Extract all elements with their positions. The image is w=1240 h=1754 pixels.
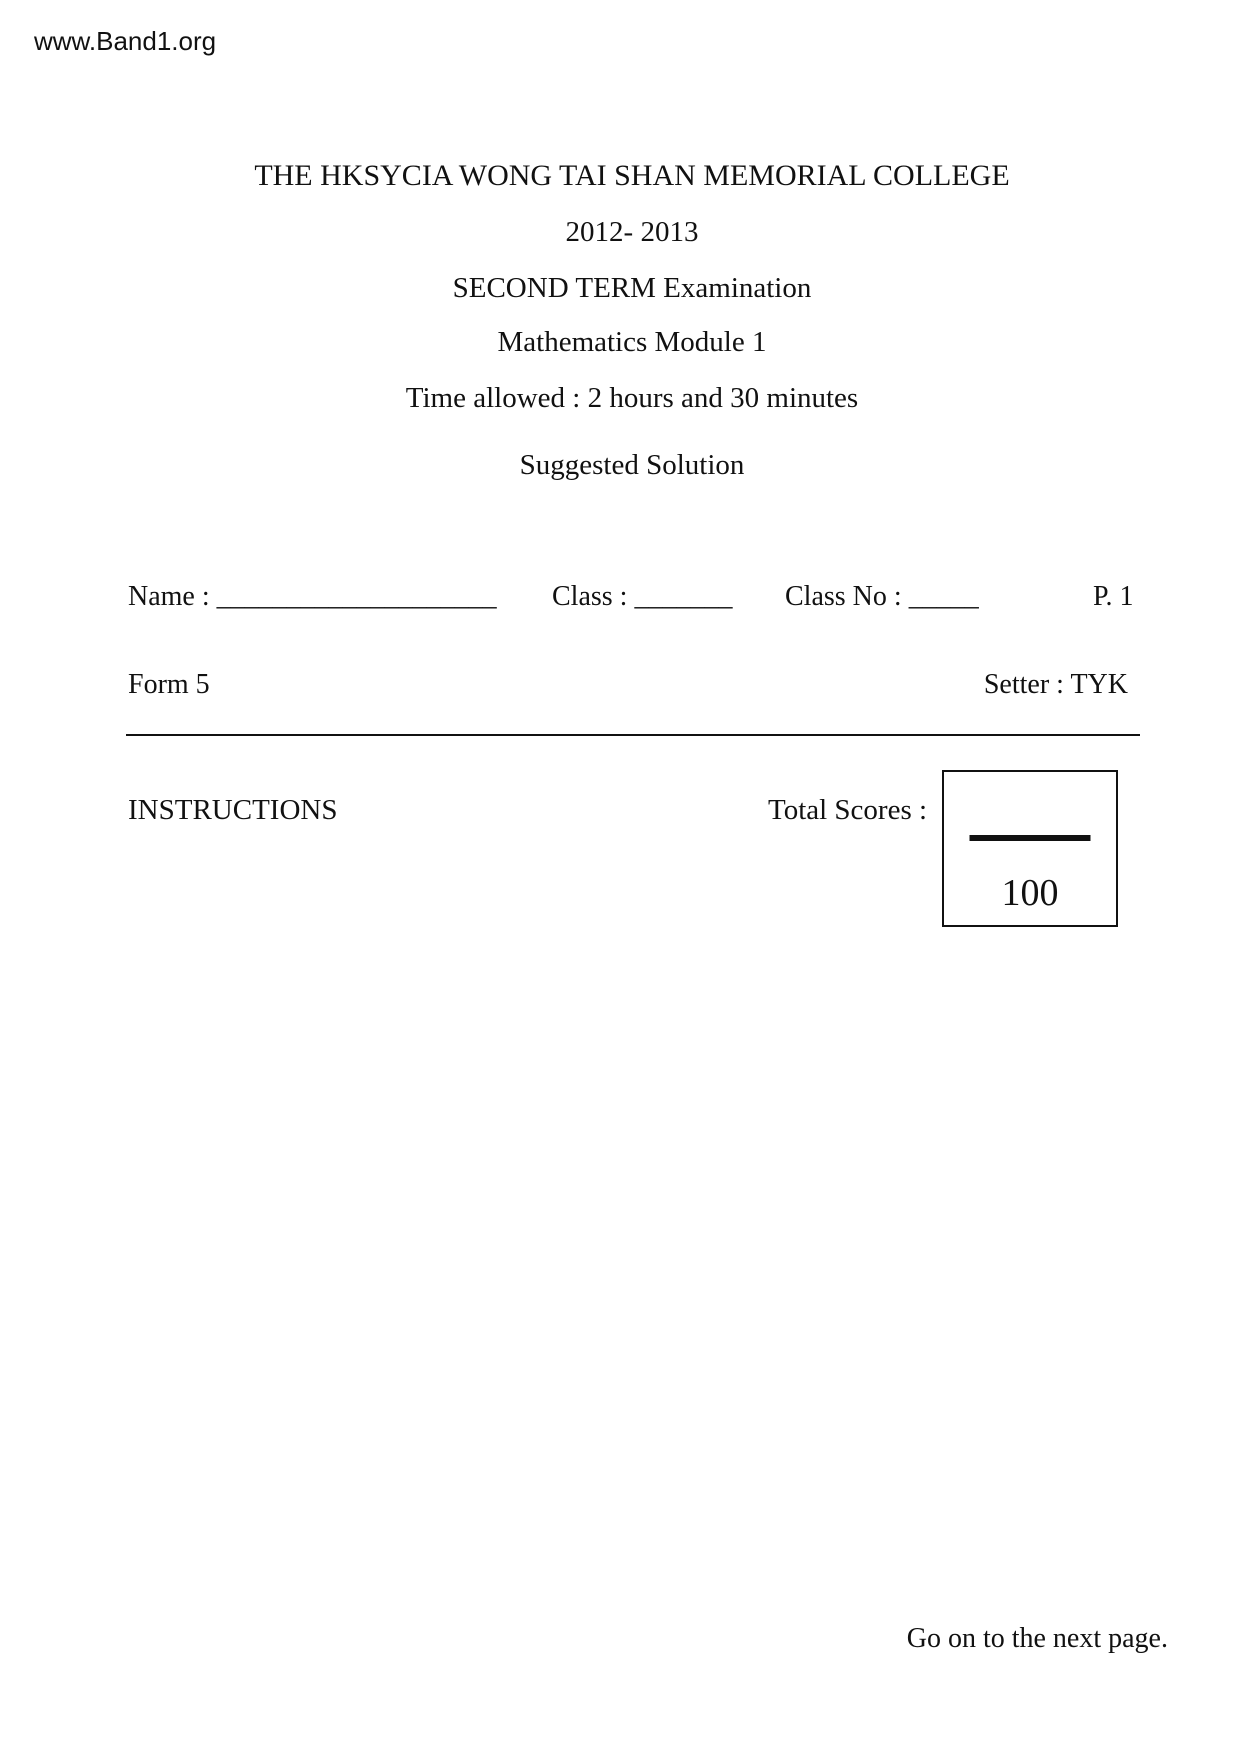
class-blank: _______: [634, 581, 733, 612]
name-label: Name :: [128, 581, 217, 612]
divider-rule: [126, 734, 1140, 736]
site-watermark: www.Band1.org: [34, 26, 217, 56]
page-number: P. 1: [1093, 581, 1134, 612]
time-allowed: Time allowed : 2 hours and 30 minutes: [405, 382, 859, 414]
class-no-label: Class No :: [785, 581, 909, 612]
class-no-field-group: [785, 580, 979, 614]
academic-year: 2012- 2013: [565, 216, 699, 248]
total-scores-box: [942, 770, 1118, 927]
score-fraction-bar: [970, 835, 1091, 841]
instructions-heading: INSTRUCTIONS: [128, 794, 338, 826]
school-name: THE HKSYCIA WONG TAI SHAN MEMORIAL COLLEGE: [254, 159, 1010, 192]
setter-label: Setter : TYK: [983, 669, 1128, 700]
name-blank: ____________________: [216, 581, 497, 612]
exam-title: SECOND TERM Examination: [452, 272, 812, 304]
suggested-solution: Suggested Solution: [519, 449, 745, 481]
footer-next-page: Go on to the next page.: [906, 1623, 1168, 1654]
form-label: Form 5: [128, 669, 210, 700]
class-label: Class :: [552, 581, 635, 612]
total-scores-label: Total Scores :: [768, 794, 928, 826]
class-field-group: [552, 580, 732, 614]
name-field-group: [128, 580, 497, 614]
score-denominator: 100: [1001, 872, 1059, 915]
class-no-blank: _____: [908, 581, 979, 612]
subject-title: Mathematics Module 1: [497, 326, 767, 358]
